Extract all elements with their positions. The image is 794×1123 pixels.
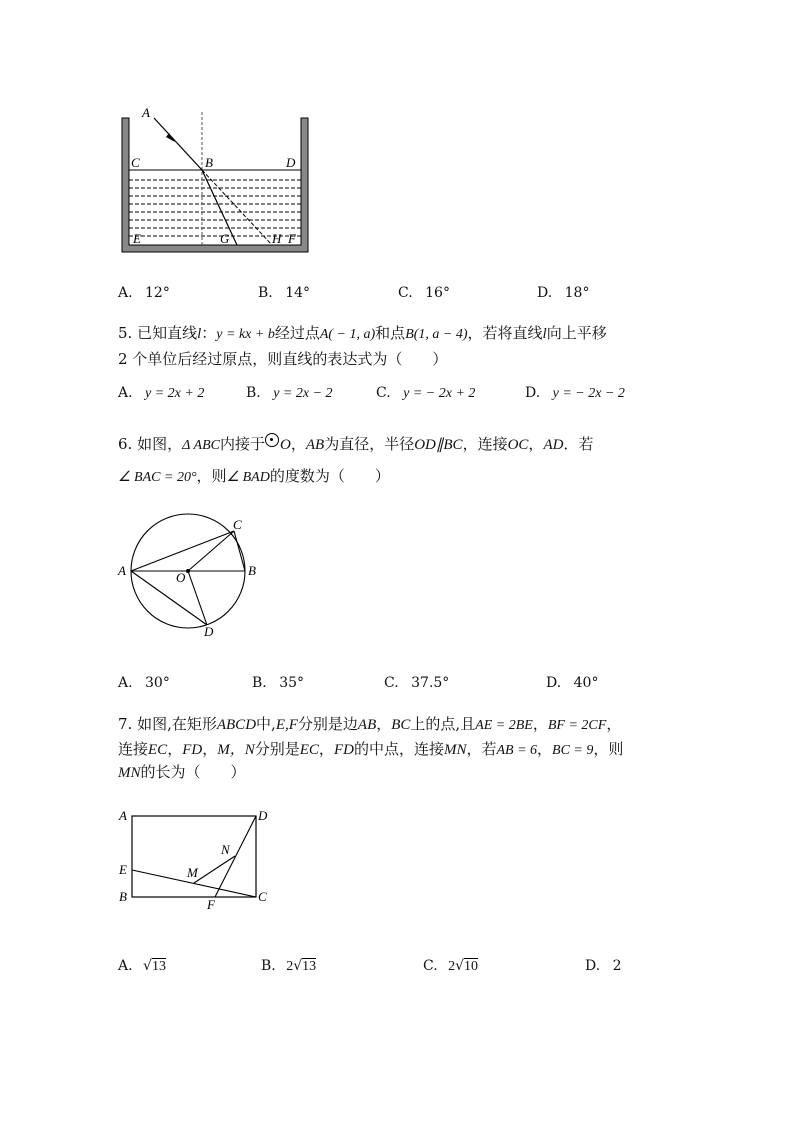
q5-option-a[interactable]	[118, 385, 204, 402]
point-D-label: D	[286, 155, 296, 170]
q7-math: BF = 2CF	[547, 718, 607, 733]
point-B-label: B	[248, 563, 256, 578]
q4-option-c[interactable]	[398, 285, 450, 301]
q7-text: ，	[537, 740, 553, 758]
option-letter: C.	[376, 385, 391, 401]
q6-math: OC	[507, 437, 529, 453]
q6-text: 内接于	[220, 435, 266, 453]
option-letter: C.	[398, 285, 413, 301]
q7-math: M，N	[217, 742, 255, 758]
q5-option-c[interactable]	[376, 385, 475, 402]
option-letter: A.	[118, 958, 133, 974]
q7-math: EC	[299, 742, 319, 758]
q6-text: 6. 如图，	[118, 435, 183, 453]
q6-math: AD	[543, 437, 564, 453]
point-B-label: B	[205, 155, 213, 170]
option-text: 18°	[564, 285, 590, 301]
point-C-label: C	[131, 155, 140, 170]
q5-math: B(1, a − 4)	[405, 327, 468, 342]
q5-text: 和点	[375, 324, 406, 342]
point-A-label: A	[119, 808, 127, 823]
option-text: 16°	[425, 285, 450, 301]
q6-stem-line1	[118, 433, 593, 454]
point-C-label: C	[233, 517, 242, 532]
point-M-label: M	[187, 865, 198, 880]
option-text: 35°	[279, 675, 305, 691]
q5-text: 5. 已知直线	[118, 324, 198, 342]
q7-text: ，	[167, 740, 183, 758]
q7-text: ，	[318, 740, 334, 758]
option-letter: D.	[537, 285, 553, 301]
q7-math: AB = 6	[496, 743, 538, 758]
q6-text: ，	[290, 435, 306, 453]
q5-math: l	[542, 326, 547, 342]
radicand: 13	[151, 959, 166, 974]
radicand: 13	[302, 959, 317, 974]
q7-math: FD	[182, 742, 203, 758]
point-F-label: F	[288, 231, 296, 246]
q7-stem-line1	[118, 713, 621, 734]
option-text: 30°	[145, 675, 170, 691]
figure-circle-triangle	[112, 512, 272, 642]
q7-text: ，	[202, 740, 218, 758]
q4-option-b[interactable]	[258, 285, 310, 301]
q7-text: 连接	[118, 740, 149, 758]
q5-math: l	[197, 326, 202, 342]
point-H-label: H	[272, 231, 282, 246]
q4-option-d[interactable]	[537, 285, 589, 301]
option-letter: B.	[258, 285, 273, 301]
q6-text: 的度数为（ ）	[269, 467, 390, 485]
q7-text: 分别是	[254, 740, 300, 758]
q4-option-a[interactable]	[118, 285, 170, 301]
q6-math: Δ ABC	[182, 438, 220, 453]
sqrt-expression	[143, 958, 166, 975]
q7-option-a[interactable]	[118, 958, 166, 975]
point-E-label: E	[119, 862, 127, 877]
point-F-label: F	[207, 897, 215, 912]
circle-dot-icon	[265, 433, 279, 447]
q7-math: FD	[333, 742, 354, 758]
q5-text: 经过点	[274, 324, 320, 342]
option-text: y = − 2x − 2	[552, 386, 625, 401]
q7-text: ，若	[466, 740, 497, 758]
q7-math: E,F	[275, 717, 298, 733]
sqrt-icon: √	[143, 958, 152, 974]
figure-refraction-container	[112, 100, 322, 260]
option-letter: B.	[246, 385, 261, 401]
q7-math: BC	[391, 717, 411, 733]
q7-math: BC = 9	[552, 743, 594, 758]
sqrt-icon: √	[293, 958, 303, 974]
q6-math: ∠ BAD	[226, 470, 270, 485]
q7-text: ，则	[593, 740, 624, 758]
option-letter: B.	[252, 675, 267, 691]
point-B-label: B	[119, 889, 127, 904]
q5-text: ，若将直线	[467, 324, 543, 342]
point-G-label: G	[220, 231, 230, 246]
option-letter: A.	[118, 385, 133, 401]
q5-math: y = kx + b	[216, 327, 275, 342]
q6-stem-line2	[118, 465, 390, 486]
q6-text: ，则	[196, 467, 227, 485]
q6-text: ，	[528, 435, 544, 453]
q7-math: ABCD	[216, 717, 257, 733]
option-text: 14°	[285, 285, 311, 301]
q5-text: ：	[201, 324, 217, 342]
q6-option-c[interactable]	[384, 675, 449, 691]
q6-math: O	[280, 437, 291, 453]
q6-math: OD∥BC	[414, 437, 463, 453]
q6-option-d[interactable]	[546, 675, 598, 691]
point-C-label: C	[258, 889, 267, 904]
coefficient: 2	[286, 959, 294, 974]
q5-text: 向上平移	[546, 324, 607, 342]
q7-math: AE = 2BE	[475, 718, 533, 733]
q5-math: A( − 1, a)	[319, 327, 376, 342]
option-letter: A.	[118, 675, 133, 691]
option-text: 12°	[145, 285, 170, 301]
q6-text: ．若	[563, 435, 594, 453]
figure-rectangle	[112, 806, 282, 916]
option-letter: D.	[585, 958, 601, 974]
q5-option-b[interactable]	[246, 385, 333, 402]
q6-option-b[interactable]	[252, 675, 304, 691]
option-text: 40°	[573, 675, 599, 691]
point-D-label: D	[258, 808, 268, 823]
option-text: y = 2x + 2	[145, 386, 205, 401]
q7-math: MN	[443, 742, 467, 758]
option-text: y = − 2x + 2	[403, 386, 476, 401]
point-O-label: O	[176, 570, 186, 585]
option-letter: C.	[384, 675, 399, 691]
q7-text: 7. 如图,在矩形	[118, 715, 217, 733]
option-letter: D.	[525, 385, 541, 401]
point-D-label: D	[204, 624, 214, 639]
q7-text: ，	[606, 715, 622, 733]
point-E-label: E	[133, 231, 141, 246]
option-letter: A.	[118, 285, 133, 301]
q6-text: ，连接	[462, 435, 508, 453]
coefficient: 2	[448, 959, 456, 974]
q7-option-d[interactable]	[585, 958, 622, 974]
q7-math: AB	[357, 717, 377, 733]
q6-text: 为直径，半径	[324, 435, 415, 453]
option-text: y = 2x − 2	[273, 386, 333, 401]
sqrt-expression	[286, 958, 316, 975]
radicand: 10	[464, 959, 479, 974]
q7-stem-line3	[118, 761, 246, 782]
sqrt-expression	[448, 958, 478, 975]
q6-math: AB	[305, 437, 325, 453]
q5-stem-line1	[118, 322, 607, 343]
option-letter: D.	[546, 675, 562, 691]
sqrt-icon: √	[455, 958, 465, 974]
q7-math: MN	[118, 765, 141, 781]
q7-stem-line2	[118, 738, 623, 759]
option-letter: B.	[261, 958, 276, 974]
q7-text: 分别是边	[297, 715, 358, 733]
q7-option-c[interactable]	[423, 958, 478, 975]
option-text: 2	[612, 958, 622, 974]
point-A-label: A	[142, 105, 150, 120]
point-N-label: N	[221, 842, 230, 857]
q6-option-a[interactable]	[118, 675, 170, 691]
q7-text: ，	[532, 715, 548, 733]
option-text: 37.5°	[411, 675, 450, 691]
q7-option-b[interactable]	[261, 958, 316, 975]
point-A-label: A	[118, 563, 126, 578]
option-letter: C.	[423, 958, 438, 974]
q5-option-d[interactable]	[525, 385, 625, 402]
q7-text: 上的点,且	[410, 715, 476, 733]
q7-text: 的中点，连接	[353, 740, 444, 758]
q7-math: EC	[148, 742, 168, 758]
q5-stem-line2: 2 个单位后经过原点，则直线的表达式为（ ）	[118, 350, 448, 368]
q7-text: 中,	[256, 715, 276, 733]
q7-text: 的长为（ ）	[140, 763, 246, 781]
q7-text: ，	[376, 715, 392, 733]
q6-math: ∠ BAC = 20°	[118, 470, 197, 485]
